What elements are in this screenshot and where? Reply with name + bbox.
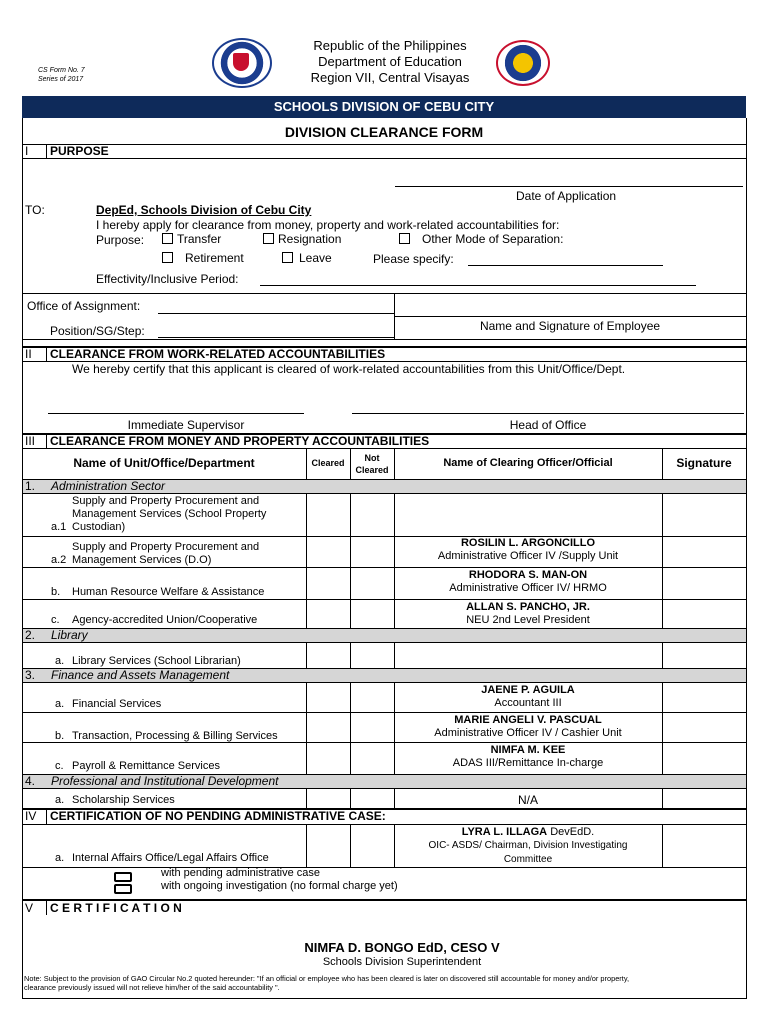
row-b-officer [394,569,662,595]
note-line2: clearance previously issued will not relieve him/her of the said accountability ". [24,983,280,992]
date-of-application-label: Date of Application [516,189,617,203]
row-pid-unit: Scholarship Services [72,794,175,806]
rule [394,642,395,668]
row-a1-line1: Supply and Property Procurement and [72,495,260,507]
row-b-unit: Human Resource Welfare & Assistance [72,586,265,598]
section4-number: IV [25,809,37,823]
office-of-assignment-line[interactable] [158,313,394,314]
rule [662,448,663,479]
col-not-cleared-line1: Not [364,453,380,463]
row-c-officer [394,601,662,627]
row-a2-unit [72,541,259,567]
col-signature-header: Signature [676,456,732,470]
row-fin-a-unit: Financial Services [72,698,162,710]
rule [22,628,746,629]
checkbox-ongoing-investigation[interactable] [114,884,132,894]
effectivity-label: Effectivity/Inclusive Period: [96,272,239,286]
section4-title: CERTIFICATION OF NO PENDING ADMINISTRATIVE CASE: [50,809,386,823]
superintendent-position: Schools Division Superintendent [322,956,482,968]
section4-officer [394,825,662,867]
section4-officer-name: LYRA L. ILLAGA [461,826,548,838]
row-fin-a-officer [394,684,662,710]
row-fin-c-unit: Payroll & Remittance Services [72,760,220,772]
option-other[interactable] [399,232,563,246]
section4-code: a. [55,852,65,864]
row-a1-line3: Custodian) [72,521,126,533]
form-number [38,66,85,84]
section2-title: CLEARANCE FROM WORK-RELATED ACCOUNTABILITIES [50,347,386,361]
rule [22,293,746,294]
rule [350,493,351,628]
rule [306,493,307,628]
rule [22,493,746,494]
row-b-officer-position: Administrative Officer IV/ HRMO [449,582,607,594]
checkbox-other[interactable] [399,233,410,244]
to-value: DepEd, Schools Division of Cebu City [96,203,312,217]
checkbox-pending-case[interactable] [114,872,132,882]
to-label: TO: [25,203,45,217]
col-officer-header: Name of Clearing Officer/Official [443,457,613,469]
group-row-bg [23,628,746,642]
row-fin-b-officer [394,714,662,740]
rule [394,316,746,317]
division-seal [496,40,550,86]
group-4-name: Professional and Institutional Development [51,774,279,788]
rule [306,824,307,867]
row-c-officer-position: NEU 2nd Level President [466,614,590,626]
checkbox-leave[interactable] [282,252,293,263]
superintendent-name: NIMFA D. BONGO EdD, CESO V [304,940,500,955]
section4-unit: Internal Affairs Office/Legal Affairs Office [72,852,269,864]
immediate-supervisor-label: Immediate Supervisor [127,418,245,432]
row-c-officer-name: ALLAN S. PANCHO, JR. [466,601,590,613]
section2-certify-text: We hereby certify that this applicant is cleared of work-related accountabilities from this Unit/Office/Dept. [72,362,626,376]
rule [306,448,307,479]
row-pid-officer: N/A [517,793,538,807]
rule [306,682,307,774]
col-unit-header: Name of Unit/Office/Department [73,456,255,470]
option-other-label: Other Mode of Separation: [422,232,564,246]
section3-number: III [25,434,36,448]
section4-officer-position1: OIC- ASDS/ Chairman, Division Investigating [428,840,628,851]
head-of-office-line[interactable] [352,413,744,414]
row-lib-unit: Library Services (School Librarian) [72,655,241,667]
please-specify-label: Please specify: [373,252,454,266]
frame-left [22,118,23,998]
col-not-cleared-line2: Cleared [355,465,389,475]
supervisor-line[interactable] [48,413,304,414]
rule [22,158,746,159]
rule [394,448,395,479]
note-line1: Note: Subject to the provision of GAO Circular No.2 quoted hereunder: "If an official or employee who has been cleared is later on discovered still accountable for money and/or property, [24,974,630,983]
option-leave-label: Leave [299,251,332,265]
option-pending-case: with pending administrative case [161,867,320,879]
checkbox-transfer[interactable] [162,233,173,244]
rule [22,642,746,643]
section5-number: V [25,901,34,915]
rule [662,682,663,774]
row-b-officer-name: RHODORA S. MAN-ON [468,569,588,581]
rule [22,567,746,568]
form-number-line2: Series of 2017 [38,76,84,83]
rule [46,901,47,915]
rule [662,493,663,628]
header-line1: Republic of the Philippines [313,38,467,53]
frame-right [746,118,747,998]
rule [662,642,663,668]
rule [350,682,351,774]
row-fin-a-officer-name: JAENE P. AGUILA [481,684,575,696]
rule [350,448,351,479]
section4-officer-position2: Committee [503,854,553,865]
row-fin-a-code: a. [55,698,65,710]
group-1-name: Administration Sector [51,479,166,493]
checkbox-retirement[interactable] [162,252,173,263]
header-line3: Region VII, Central Visayas [310,70,470,85]
row-a2-line2: Management Services (D.O) [72,554,212,566]
apply-text: I hereby apply for clearance from money, property and work-related accountabilities for: [96,218,560,232]
date-line [395,186,743,187]
rule [306,788,307,808]
row-c-code: c. [51,614,60,626]
row-a1-line2: Management Services (School Property [72,508,267,520]
col-not-cleared-header [350,452,394,476]
rule [22,712,746,713]
rule [350,824,351,867]
office-of-assignment-label: Office of Assignment: [27,299,141,313]
row-a1-unit [72,495,266,534]
row-fin-c-officer [394,744,662,770]
checkbox-resignation[interactable] [263,233,274,244]
position-line[interactable] [158,337,394,338]
rule [22,339,746,340]
division-banner-text: SCHOOLS DIVISION OF CEBU CITY [273,99,495,114]
group-3-number: 3. [25,668,36,682]
rule [662,788,663,808]
rule [22,682,746,683]
row-pid-code: a. [55,794,65,806]
rule [350,788,351,808]
section2-number: II [25,347,32,361]
row-fin-b-officer-name: MARIE ANGELI V. PASCUAL [454,714,602,726]
rule [46,144,47,158]
group-2-number: 2. [25,628,36,642]
purpose-label: Purpose: [96,233,145,247]
rule [306,642,307,668]
option-retirement-label: Retirement [185,251,244,265]
group-2-name: Library [51,628,88,642]
group-1-number: 1. [25,479,36,493]
please-specify-line[interactable] [468,265,663,266]
rule [22,742,746,743]
form-title: DIVISION CLEARANCE FORM [284,124,484,140]
option-transfer[interactable] [162,232,221,246]
section1-title: PURPOSE [50,144,109,158]
rule [22,867,746,868]
rule [350,642,351,668]
row-lib-code: a. [55,655,65,667]
option-resignation-label: Resignation [278,232,342,246]
option-resignation[interactable] [263,232,341,246]
deped-seal [212,38,272,88]
row-b-code: b. [51,586,61,598]
row-fin-c-code: c. [55,760,64,772]
col-cleared-header: Cleared [311,458,345,468]
row-fin-c-officer-name: NIMFA M. KEE [490,744,566,756]
position-label: Position/SG/Step: [50,324,145,338]
row-fin-c-officer-position: ADAS III/Remittance In-charge [452,757,604,769]
option-ongoing-investigation: with ongoing investigation (no formal charge yet) [161,880,398,892]
rule [46,809,47,824]
form-number-line1: CS Form No. 7 [38,67,85,74]
row-a2-line1: Supply and Property Procurement and [72,541,260,553]
rule [22,448,746,449]
row-a1-code: a.1 [51,521,67,533]
rule [46,347,47,361]
row-fin-a-officer-position: Accountant III [494,697,562,709]
effectivity-line[interactable] [260,285,696,286]
section4-officer-suffix: DevEdD. [550,826,595,838]
option-retirement[interactable] [162,251,244,265]
group-3-name: Finance and Assets Management [51,668,230,682]
rule [662,824,663,867]
note-text [24,974,629,992]
option-leave[interactable] [282,251,332,265]
employee-signature-label: Name and Signature of Employee [479,319,661,333]
rule [22,144,746,145]
header-line2: Department of Education [318,54,462,69]
rule [46,434,47,448]
head-of-office-label: Head of Office [509,418,587,432]
rule [22,599,746,600]
section1-number: I [25,144,29,158]
section5-title: C E R T I F I C A T I O N [50,901,182,915]
division-banner [22,96,746,118]
header-text [290,38,490,86]
option-transfer-label: Transfer [177,232,222,246]
row-a2-officer [394,537,662,563]
rule [22,788,746,789]
group-4-number: 4. [25,774,36,788]
section3-title: CLEARANCE FROM MONEY AND PROPERTY ACCOUNTABILITIES [50,434,430,448]
frame-bottom [22,998,747,999]
row-fin-b-unit: Transaction, Processing & Billing Services [72,730,278,742]
row-a2-code: a.2 [51,554,67,566]
row-fin-b-officer-position: Administrative Officer IV / Cashier Unit [434,727,622,739]
row-fin-b-code: b. [55,730,65,742]
row-a2-officer-name: ROSILIN L. ARGONCILLO [460,537,596,549]
row-a2-officer-position: Administrative Officer IV /Supply Unit [437,550,619,562]
row-c-unit: Agency-accredited Union/Cooperative [72,614,258,626]
